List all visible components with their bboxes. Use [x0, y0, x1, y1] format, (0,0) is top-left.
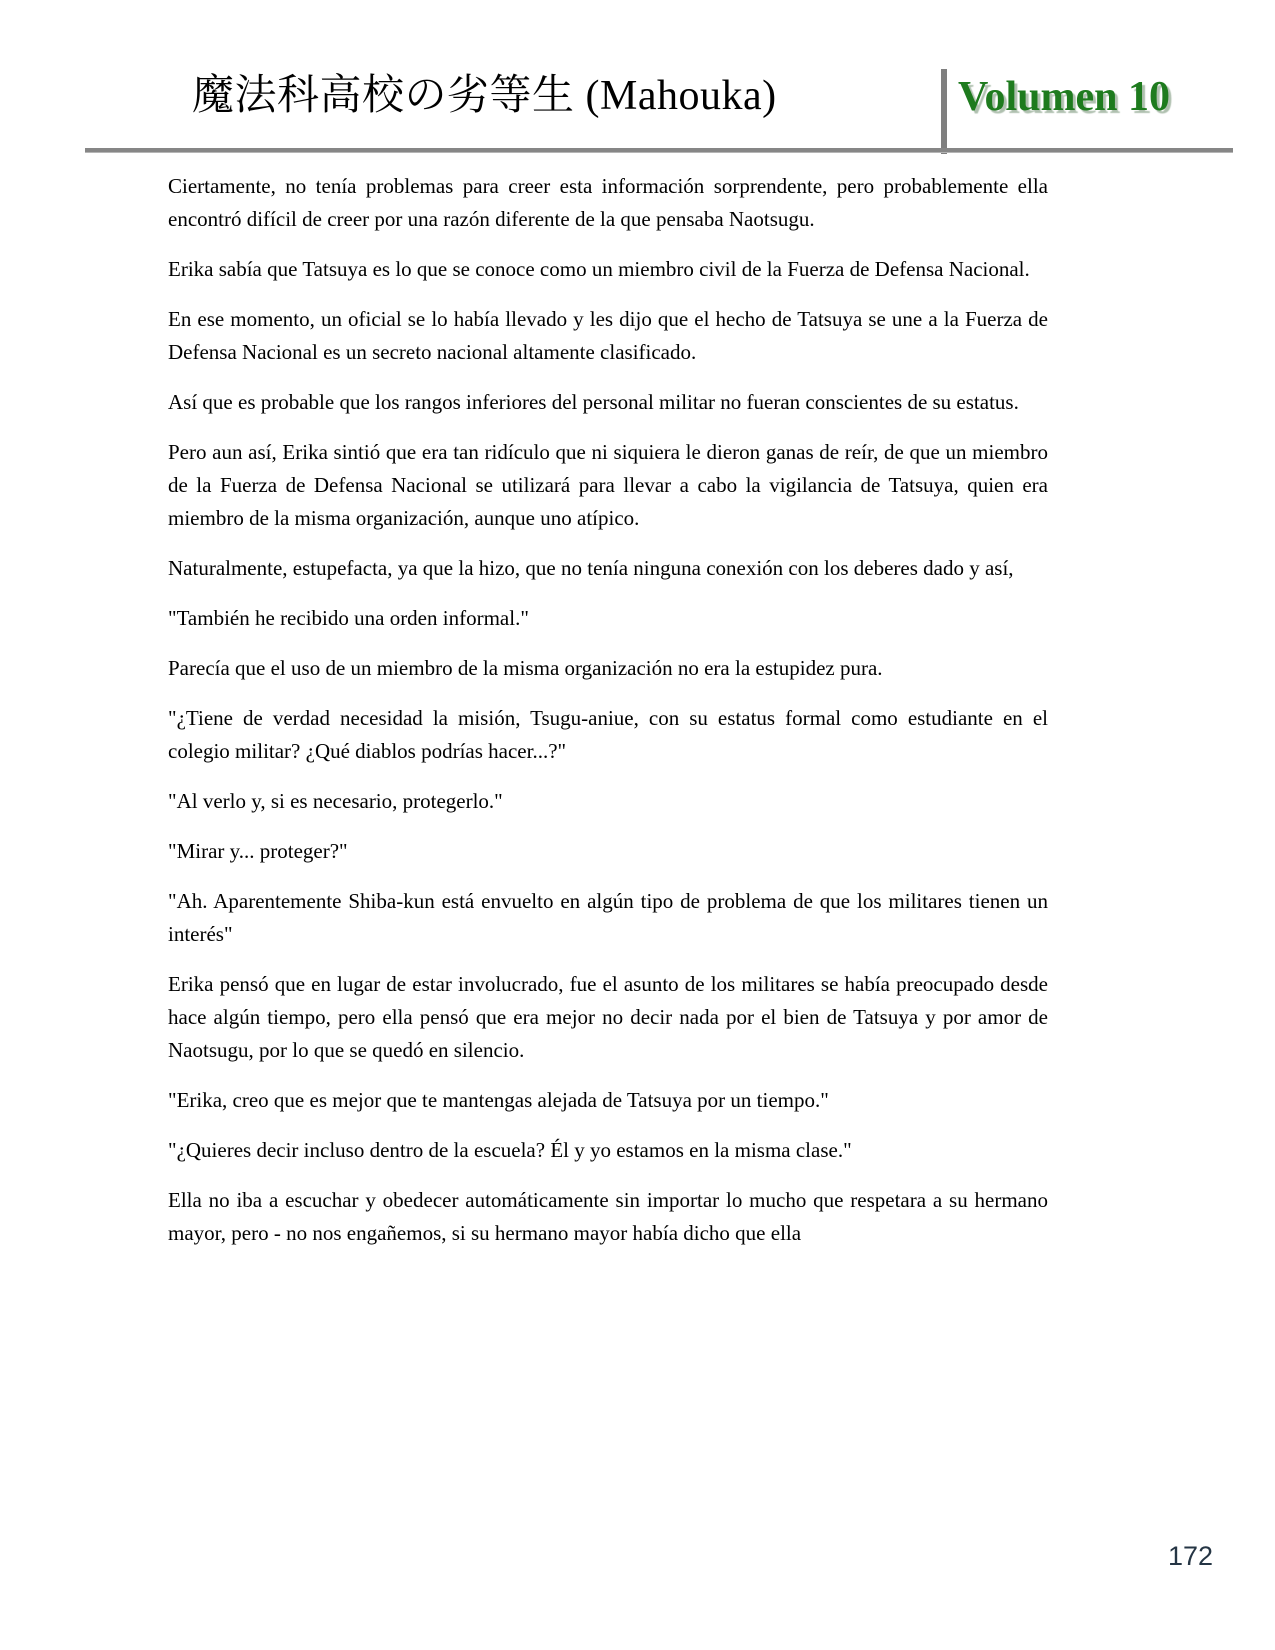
- document-title: 魔法科高校の劣等生 (Mahouka): [192, 73, 777, 119]
- paragraph: Ella no iba a escuchar y obedecer automáticamente sin importar lo mucho que respetara a su hermano mayor, pero - no nos engañemos, si su hermano mayor había dicho que ella: [168, 1188, 1048, 1245]
- paragraph-dialogue: "¿Quieres decir incluso dentro de la escuela? Él y yo estamos en la misma clase.": [168, 1138, 852, 1162]
- paragraph: Erika sabía que Tatsuya es lo que se conoce como un miembro civil de la Fuerza de Defensa Nacional.: [168, 257, 1030, 281]
- paragraph: Ciertamente, no tenía problemas para creer esta información sorprendente, pero probablemente ella encontró difícil de creer por una razón diferente de la que pensaba Naotsugu.: [168, 174, 1048, 231]
- paragraph: Naturalmente, estupefacta, ya que la hizo, que no tenía ninguna conexión con los deberes dado y así,: [168, 556, 1014, 580]
- paragraph-dialogue: "Al verlo y, si es necesario, protegerlo.": [168, 789, 503, 813]
- paragraph: Así que es probable que los rangos inferiores del personal militar no fueran conscientes de su estatus.: [168, 390, 1019, 414]
- paragraph-dialogue: "¿Tiene de verdad necesidad la misión, Tsugu-aniue, con su estatus formal como estudiante en el colegio militar? ¿Qué diablos podrías hacer...?": [168, 706, 1048, 763]
- paragraph-dialogue: "Erika, creo que es mejor que te mantengas alejada de Tatsuya por un tiempo.": [168, 1088, 829, 1112]
- paragraph-dialogue: "También he recibido una orden informal.": [168, 606, 529, 630]
- page-body: [168, 170, 1048, 1267]
- paragraph-dialogue: "Mirar y... proteger?": [168, 839, 348, 863]
- volume-label: Volumen 10: [958, 74, 1170, 120]
- paragraph-dialogue: "Ah. Aparentemente Shiba-kun está envuelto en algún tipo de problema de que los militares tienen un interés": [168, 889, 1048, 946]
- paragraph: En ese momento, un oficial se lo había llevado y les dijo que el hecho de Tatsuya se une a la Fuerza de Defensa Nacional es un secreto nacional altamente clasificado.: [168, 307, 1048, 364]
- paragraph: Erika pensó que en lugar de estar involucrado, fue el asunto de los militares se había preocupado desde hace algún tiempo, pero ella pensó que era mejor no decir nada por el bien de Tatsuya y por amor de Naotsugu, por lo que se quedó en silencio.: [168, 972, 1048, 1062]
- paragraph: Pero aun así, Erika sintió que era tan ridículo que ni siquiera le dieron ganas de reír, de que un miembro de la Fuerza de Defensa Nacional se utilizará para llevar a cabo la vigilancia de Tatsuya, quien era miembro de la misma organización, aunque uno atípico.: [168, 440, 1048, 530]
- page-number: 172: [1168, 1541, 1214, 1571]
- paragraph: Parecía que el uso de un miembro de la misma organización no era la estupidez pura.: [168, 656, 883, 680]
- header-horizontal-rule: [85, 148, 1233, 153]
- header-vertical-divider: [941, 69, 947, 154]
